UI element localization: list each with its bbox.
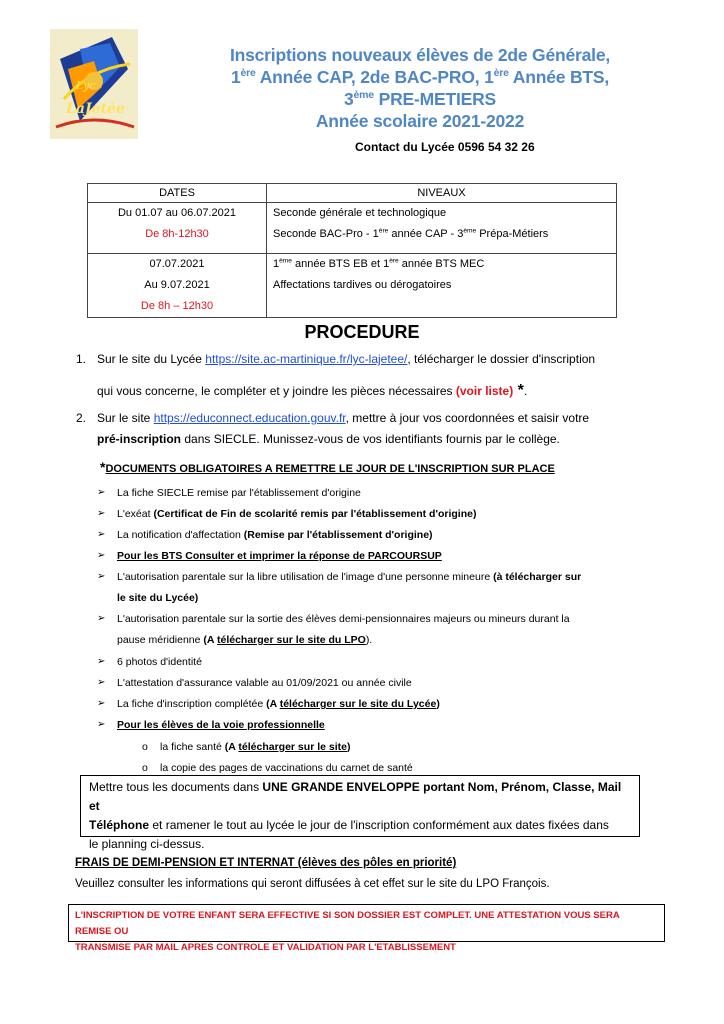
table-cell-dates <box>88 203 267 254</box>
asterisk-mark: * <box>513 382 524 399</box>
list-item <box>97 529 433 541</box>
row1-level-1: Seconde générale et technologique <box>273 207 447 219</box>
row2-level-1-b-sup: ère <box>389 257 399 265</box>
documents-title <box>100 459 555 475</box>
header-line-3-a-sup: ème <box>353 89 374 102</box>
header-line-2-b: Année CAP, 2de BAC-PRO, 1 <box>255 67 494 87</box>
step-1-line-1 <box>97 352 595 366</box>
header-line-3 <box>150 88 690 110</box>
table-header-row <box>88 184 617 203</box>
documents-title-text: DOCUMENTS OBLIGATOIRES A REMETTRE LE JOUR DE L'INSCRIPTION SUR PLACE <box>105 463 555 475</box>
circle-bullet-icon: o <box>142 762 148 774</box>
list-item <box>97 571 581 583</box>
logo-text-top: Lyc <box>76 79 96 92</box>
header-line-3-b: PRE-METIERS <box>373 89 497 109</box>
completion-notice-box <box>68 904 665 953</box>
doc-9-b: (A <box>266 698 280 710</box>
table-cell-levels <box>267 203 617 254</box>
arrow-bullet-icon: ➢ <box>97 719 106 730</box>
notice-line-2: TRANSMISE PAR MAIL APRES CONTROLE ET VALIDATION PAR L'ETABLISSEMENT <box>75 942 456 953</box>
arrow-bullet-icon: ➢ <box>97 508 106 519</box>
list-item-continuation <box>117 634 372 646</box>
row2-level-1-c: année BTS MEC <box>398 258 485 270</box>
doc-2-a: L'exéat <box>117 508 154 520</box>
header-line-2 <box>150 66 690 88</box>
subdoc-1-b: (A <box>224 741 239 753</box>
doc-3-a: La notification d'affectation <box>117 529 244 541</box>
list-item <box>97 656 202 668</box>
circle-bullet-icon: o <box>142 741 148 753</box>
header-line-2-b-sup: ère <box>493 67 509 80</box>
logo-text-bottom: LaJetée <box>66 101 125 117</box>
doc-9-a: La fiche d'inscription complétée <box>117 698 267 710</box>
arrow-bullet-icon: ➢ <box>97 677 106 688</box>
row1-level-2-a: Seconde BAC-Pro - 1 <box>273 228 379 240</box>
row2-level-1-a: 1 <box>273 258 280 270</box>
table-row <box>88 203 617 254</box>
doc-6-b: pause méridienne <box>117 634 204 646</box>
step-1-text-c: qui vous concerne, le compléter et y joindre les pièces nécessaires <box>97 384 456 398</box>
subdoc-2: la copie des pages de vaccinations du carnet de santé <box>160 762 413 774</box>
header-line-2-a-sup: ère <box>240 67 256 80</box>
doc-10: Pour les élèves de la voie professionnelle <box>117 719 325 731</box>
step-2-line-2 <box>97 432 560 446</box>
school-logo <box>50 29 138 139</box>
doc-7: 6 photos d'identité <box>117 656 202 668</box>
step-1-line-2 <box>97 382 527 400</box>
envelope-bold-b: Téléphone <box>89 818 150 832</box>
row1-level-2 <box>273 224 610 245</box>
row2-level-1-b: année BTS EB et 1 <box>291 258 390 270</box>
envelope-line-3: le planning ci-dessus. <box>89 837 205 851</box>
header-line-1: Inscriptions nouveaux élèves de 2de Générale, <box>229 45 611 65</box>
row2-level-1 <box>273 254 610 275</box>
doc-6-e: ). <box>365 634 373 646</box>
schedule-table <box>87 183 617 318</box>
envelope-line-2 <box>89 816 631 835</box>
step-1-number: 1. <box>76 352 87 366</box>
logo-graphic <box>50 29 138 139</box>
doc-3-b: (Remise par l'établissement d'origine) <box>243 529 433 541</box>
step-1-text-d: . <box>523 384 528 398</box>
header-line-4: Année scolaire 2021-2022 <box>315 111 525 131</box>
row2-level-2: Affectations tardives ou dérogatoires <box>273 279 452 291</box>
row2-time: De 8h – 12h30 <box>140 300 214 312</box>
arrow-bullet-icon: ➢ <box>97 529 106 540</box>
row1-level-2-a-sup: ère <box>378 227 389 235</box>
row1-level-2-c: Prépa-Métiers <box>476 228 549 240</box>
arrow-bullet-icon: ➢ <box>97 613 106 624</box>
doc-5-c: le site du Lycée) <box>117 592 199 604</box>
procedure-title: PROCEDURE <box>304 322 420 342</box>
step-1-text-b: , télécharger le dossier d'inscription <box>407 352 596 366</box>
list-item <box>142 762 413 774</box>
row2-date-1: 07.07.2021 <box>149 258 205 270</box>
arrow-bullet-icon: ➢ <box>97 487 106 498</box>
doc-9-c: télécharger sur le site du Lycée <box>279 698 437 710</box>
table-row <box>88 254 617 318</box>
arrow-bullet-icon: ➢ <box>97 571 106 582</box>
lycee-site-link[interactable]: https://site.ac-martinique.fr/lyc-lajetee/ <box>205 352 408 366</box>
header-line-2-c: Année BTS, <box>508 67 610 87</box>
list-reference: (voir liste) <box>455 384 514 398</box>
doc-4: Pour les BTS Consulter et imprimer la réponse de PARCOURSUP <box>117 550 442 562</box>
doc-1: La fiche SIECLE remise par l'établissement d'origine <box>117 487 361 499</box>
doc-2-b: (Certificat de Fin de scolarité remis par l'établissement d'origine) <box>153 508 477 520</box>
table-cell-dates <box>88 254 267 318</box>
doc-6-a: L'autorisation parentale sur la sortie des élèves demi-pensionnaires majeurs ou mineurs durant la <box>117 613 570 625</box>
doc-8: L'attestation d'assurance valable au 01/09/2021 ou année civile <box>117 677 412 689</box>
fees-text: Veuillez consulter les informations qui seront diffusées à cet effet sur le site du LPO François. <box>75 878 550 890</box>
arrow-bullet-icon: ➢ <box>97 656 106 667</box>
header-line-3-a: 3 <box>343 89 354 109</box>
list-item-continuation <box>117 592 198 604</box>
doc-6-d: télécharger sur le site du LPO <box>217 634 366 646</box>
header-line-2-a: 1 <box>230 67 241 87</box>
step-2-line-1 <box>97 411 589 425</box>
arrow-bullet-icon: ➢ <box>97 550 106 561</box>
row1-level-2-b: année CAP - 3 <box>388 228 464 240</box>
envelope-instructions-box <box>80 775 640 851</box>
list-item <box>97 698 440 710</box>
step-2-text-a: Sur le site <box>97 411 154 425</box>
subdoc-1-a: la fiche santé <box>160 741 225 753</box>
list-item <box>97 677 412 689</box>
documents-asterisk: * <box>100 459 106 475</box>
envelope-bold-a: UNE GRANDE ENVELOPPE portant Nom, Prénom, Classe, Mail et <box>89 780 622 813</box>
list-item <box>97 550 442 562</box>
table-header-dates: DATES <box>88 184 267 203</box>
arrow-bullet-icon: ➢ <box>97 698 106 709</box>
envelope-text-b: et ramener le tout au lycée le jour de l'inscription conformément aux dates fixées dans <box>149 818 609 832</box>
step-2-text-b: , mettre à jour vos coordonnées et saisir votre <box>345 411 590 425</box>
step-2-number: 2. <box>76 411 87 425</box>
notice-line-1: L'INSCRIPTION DE VOTRE ENFANT SERA EFFECTIVE SI SON DOSSIER EST COMPLET. UNE ATTESTATION VOUS SERA REMISE OU <box>75 910 620 937</box>
subdoc-1-d: ) <box>346 741 351 753</box>
fees-title: FRAIS DE DEMI-PENSION ET INTERNAT (élèves des pôles en priorité) <box>75 857 457 869</box>
row2-level-1-a-sup: ème <box>279 257 292 265</box>
list-item <box>97 719 325 731</box>
step-1-text-a: Sur le site du Lycée <box>97 352 206 366</box>
list-item <box>97 613 570 625</box>
step-2-text-c: dans SIECLE. Munissez-vous de vos identifiants fournis par le collège. <box>181 432 560 446</box>
subdoc-1-c: télécharger sur le site <box>238 741 347 753</box>
table-header-levels: NIVEAUX <box>267 184 617 203</box>
row1-time: De 8h-12h30 <box>145 228 209 240</box>
header-title-block <box>150 44 690 132</box>
list-item <box>97 508 476 520</box>
row2-date-2: Au 9.07.2021 <box>144 279 210 291</box>
doc-9-d: ) <box>436 698 440 710</box>
row1-level-2-b-sup: ème <box>463 227 477 235</box>
doc-5-a: L'autorisation parentale sur la libre utilisation de l'image d'une personne mineure <box>117 571 494 583</box>
doc-6-c: (A <box>203 634 217 646</box>
list-item <box>142 741 350 753</box>
contact-phone: Contact du Lycée 0596 54 32 26 <box>355 140 535 154</box>
pre-inscription-label: pré-inscription <box>97 432 182 446</box>
doc-5-b: (à télécharger sur <box>493 571 582 583</box>
educonnect-link[interactable]: https://educonnect.education.gouv.fr <box>153 411 346 425</box>
envelope-line-1 <box>89 778 631 816</box>
list-item <box>97 487 361 499</box>
table-cell-levels <box>267 254 617 318</box>
envelope-text-a: Mettre tous les documents dans <box>89 780 263 794</box>
row1-date: Du 01.07 au 06.07.2021 <box>117 207 237 219</box>
